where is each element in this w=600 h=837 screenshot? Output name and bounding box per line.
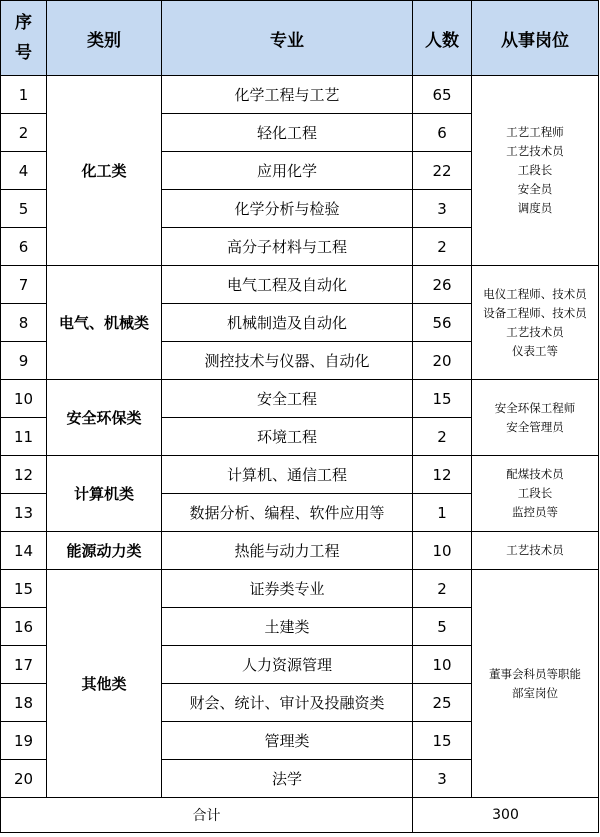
position-line: 电仪工程师、技术员 (483, 286, 587, 301)
position-cell (472, 266, 599, 380)
category-cell: 电气、机械类 (47, 266, 162, 380)
row-count: 20 (413, 342, 472, 380)
row-major: 数据分析、编程、软件应用等 (162, 494, 413, 532)
row-seq: 5 (1, 190, 47, 228)
row-count: 6 (413, 114, 472, 152)
row-count: 26 (413, 266, 472, 304)
row-count: 10 (413, 532, 472, 570)
category-cell: 安全环保类 (47, 380, 162, 456)
row-count: 3 (413, 760, 472, 798)
row-seq: 7 (1, 266, 47, 304)
table-body (1, 76, 599, 798)
header-seq-line1: 序 (15, 13, 32, 33)
position-line: 安全员 (517, 182, 553, 196)
row-major: 土建类 (162, 608, 413, 646)
header-seq-line2: 号 (15, 43, 32, 63)
row-major: 机械制造及自动化 (162, 304, 413, 342)
table-row (1, 456, 599, 494)
row-count: 1 (413, 494, 472, 532)
row-count: 3 (413, 190, 472, 228)
row-major: 安全工程 (162, 380, 413, 418)
row-major: 管理类 (162, 722, 413, 760)
position-line: 工段长 (517, 163, 553, 177)
position-cell (472, 532, 599, 570)
category-cell: 能源动力类 (47, 532, 162, 570)
category-cell: 化工类 (47, 76, 162, 266)
table-row (1, 76, 599, 114)
table-row (1, 380, 599, 418)
row-seq: 2 (1, 114, 47, 152)
category-cell: 其他类 (47, 570, 162, 798)
position-line: 安全管理员 (506, 419, 564, 434)
row-count: 12 (413, 456, 472, 494)
position-line: 配煤技术员 (506, 467, 564, 481)
row-major: 高分子材料与工程 (162, 228, 413, 266)
row-seq: 20 (1, 760, 47, 798)
position-cell (472, 570, 599, 798)
position-line: 安全环保工程师 (494, 400, 576, 415)
row-major: 应用化学 (162, 152, 413, 190)
row-count: 15 (413, 380, 472, 418)
total-value: 300 (413, 798, 599, 833)
header-seq (1, 1, 47, 76)
row-count: 2 (413, 418, 472, 456)
position-line: 监控员等 (512, 505, 558, 519)
position-line: 调度员 (517, 201, 553, 215)
header-category: 类别 (47, 1, 162, 76)
position-line: 仪表工等 (512, 343, 558, 358)
row-count: 2 (413, 228, 472, 266)
row-major: 法学 (162, 760, 413, 798)
row-count: 22 (413, 152, 472, 190)
table-row (1, 266, 599, 304)
row-count: 25 (413, 684, 472, 722)
row-count: 15 (413, 722, 472, 760)
row-count: 65 (413, 76, 472, 114)
row-seq: 9 (1, 342, 47, 380)
position-cell (472, 76, 599, 266)
position-line: 部室岗位 (512, 685, 558, 700)
row-seq: 14 (1, 532, 47, 570)
row-major: 计算机、通信工程 (162, 456, 413, 494)
position-line: 董事会科员等职能 (489, 666, 581, 681)
row-seq: 19 (1, 722, 47, 760)
position-line: 工段长 (517, 486, 553, 500)
row-seq: 18 (1, 684, 47, 722)
row-major: 人力资源管理 (162, 646, 413, 684)
row-seq: 12 (1, 456, 47, 494)
position-line: 设备工程师、技术员 (483, 305, 587, 320)
row-seq: 15 (1, 570, 47, 608)
row-major: 测控技术与仪器、自动化 (162, 342, 413, 380)
position-cell (472, 456, 599, 532)
row-major: 电气工程及自动化 (162, 266, 413, 304)
row-major: 轻化工程 (162, 114, 413, 152)
total-label: 合计 (1, 798, 413, 833)
row-seq: 10 (1, 380, 47, 418)
row-seq: 6 (1, 228, 47, 266)
position-line: 工艺技术员 (506, 144, 564, 158)
row-seq: 17 (1, 646, 47, 684)
row-seq: 8 (1, 304, 47, 342)
row-major: 环境工程 (162, 418, 413, 456)
row-seq: 16 (1, 608, 47, 646)
position-line: 工艺技术员 (506, 543, 564, 557)
row-count: 10 (413, 646, 472, 684)
row-major: 热能与动力工程 (162, 532, 413, 570)
header-major: 专业 (162, 1, 413, 76)
table-header (1, 1, 599, 76)
row-count: 5 (413, 608, 472, 646)
row-major: 证券类专业 (162, 570, 413, 608)
position-line: 工艺工程师 (506, 125, 564, 139)
row-seq: 1 (1, 76, 47, 114)
position-cell (472, 380, 599, 456)
row-seq: 11 (1, 418, 47, 456)
row-count: 56 (413, 304, 472, 342)
row-seq: 4 (1, 152, 47, 190)
row-major: 化学分析与检验 (162, 190, 413, 228)
table-row (1, 532, 599, 570)
table-row (1, 570, 599, 608)
row-seq: 13 (1, 494, 47, 532)
position-line: 工艺技术员 (506, 324, 564, 339)
table-footer (1, 798, 599, 833)
row-major: 财会、统计、审计及投融资类 (162, 684, 413, 722)
header-position: 从事岗位 (472, 1, 599, 76)
row-major: 化学工程与工艺 (162, 76, 413, 114)
row-count: 2 (413, 570, 472, 608)
category-cell: 计算机类 (47, 456, 162, 532)
header-count: 人数 (413, 1, 472, 76)
